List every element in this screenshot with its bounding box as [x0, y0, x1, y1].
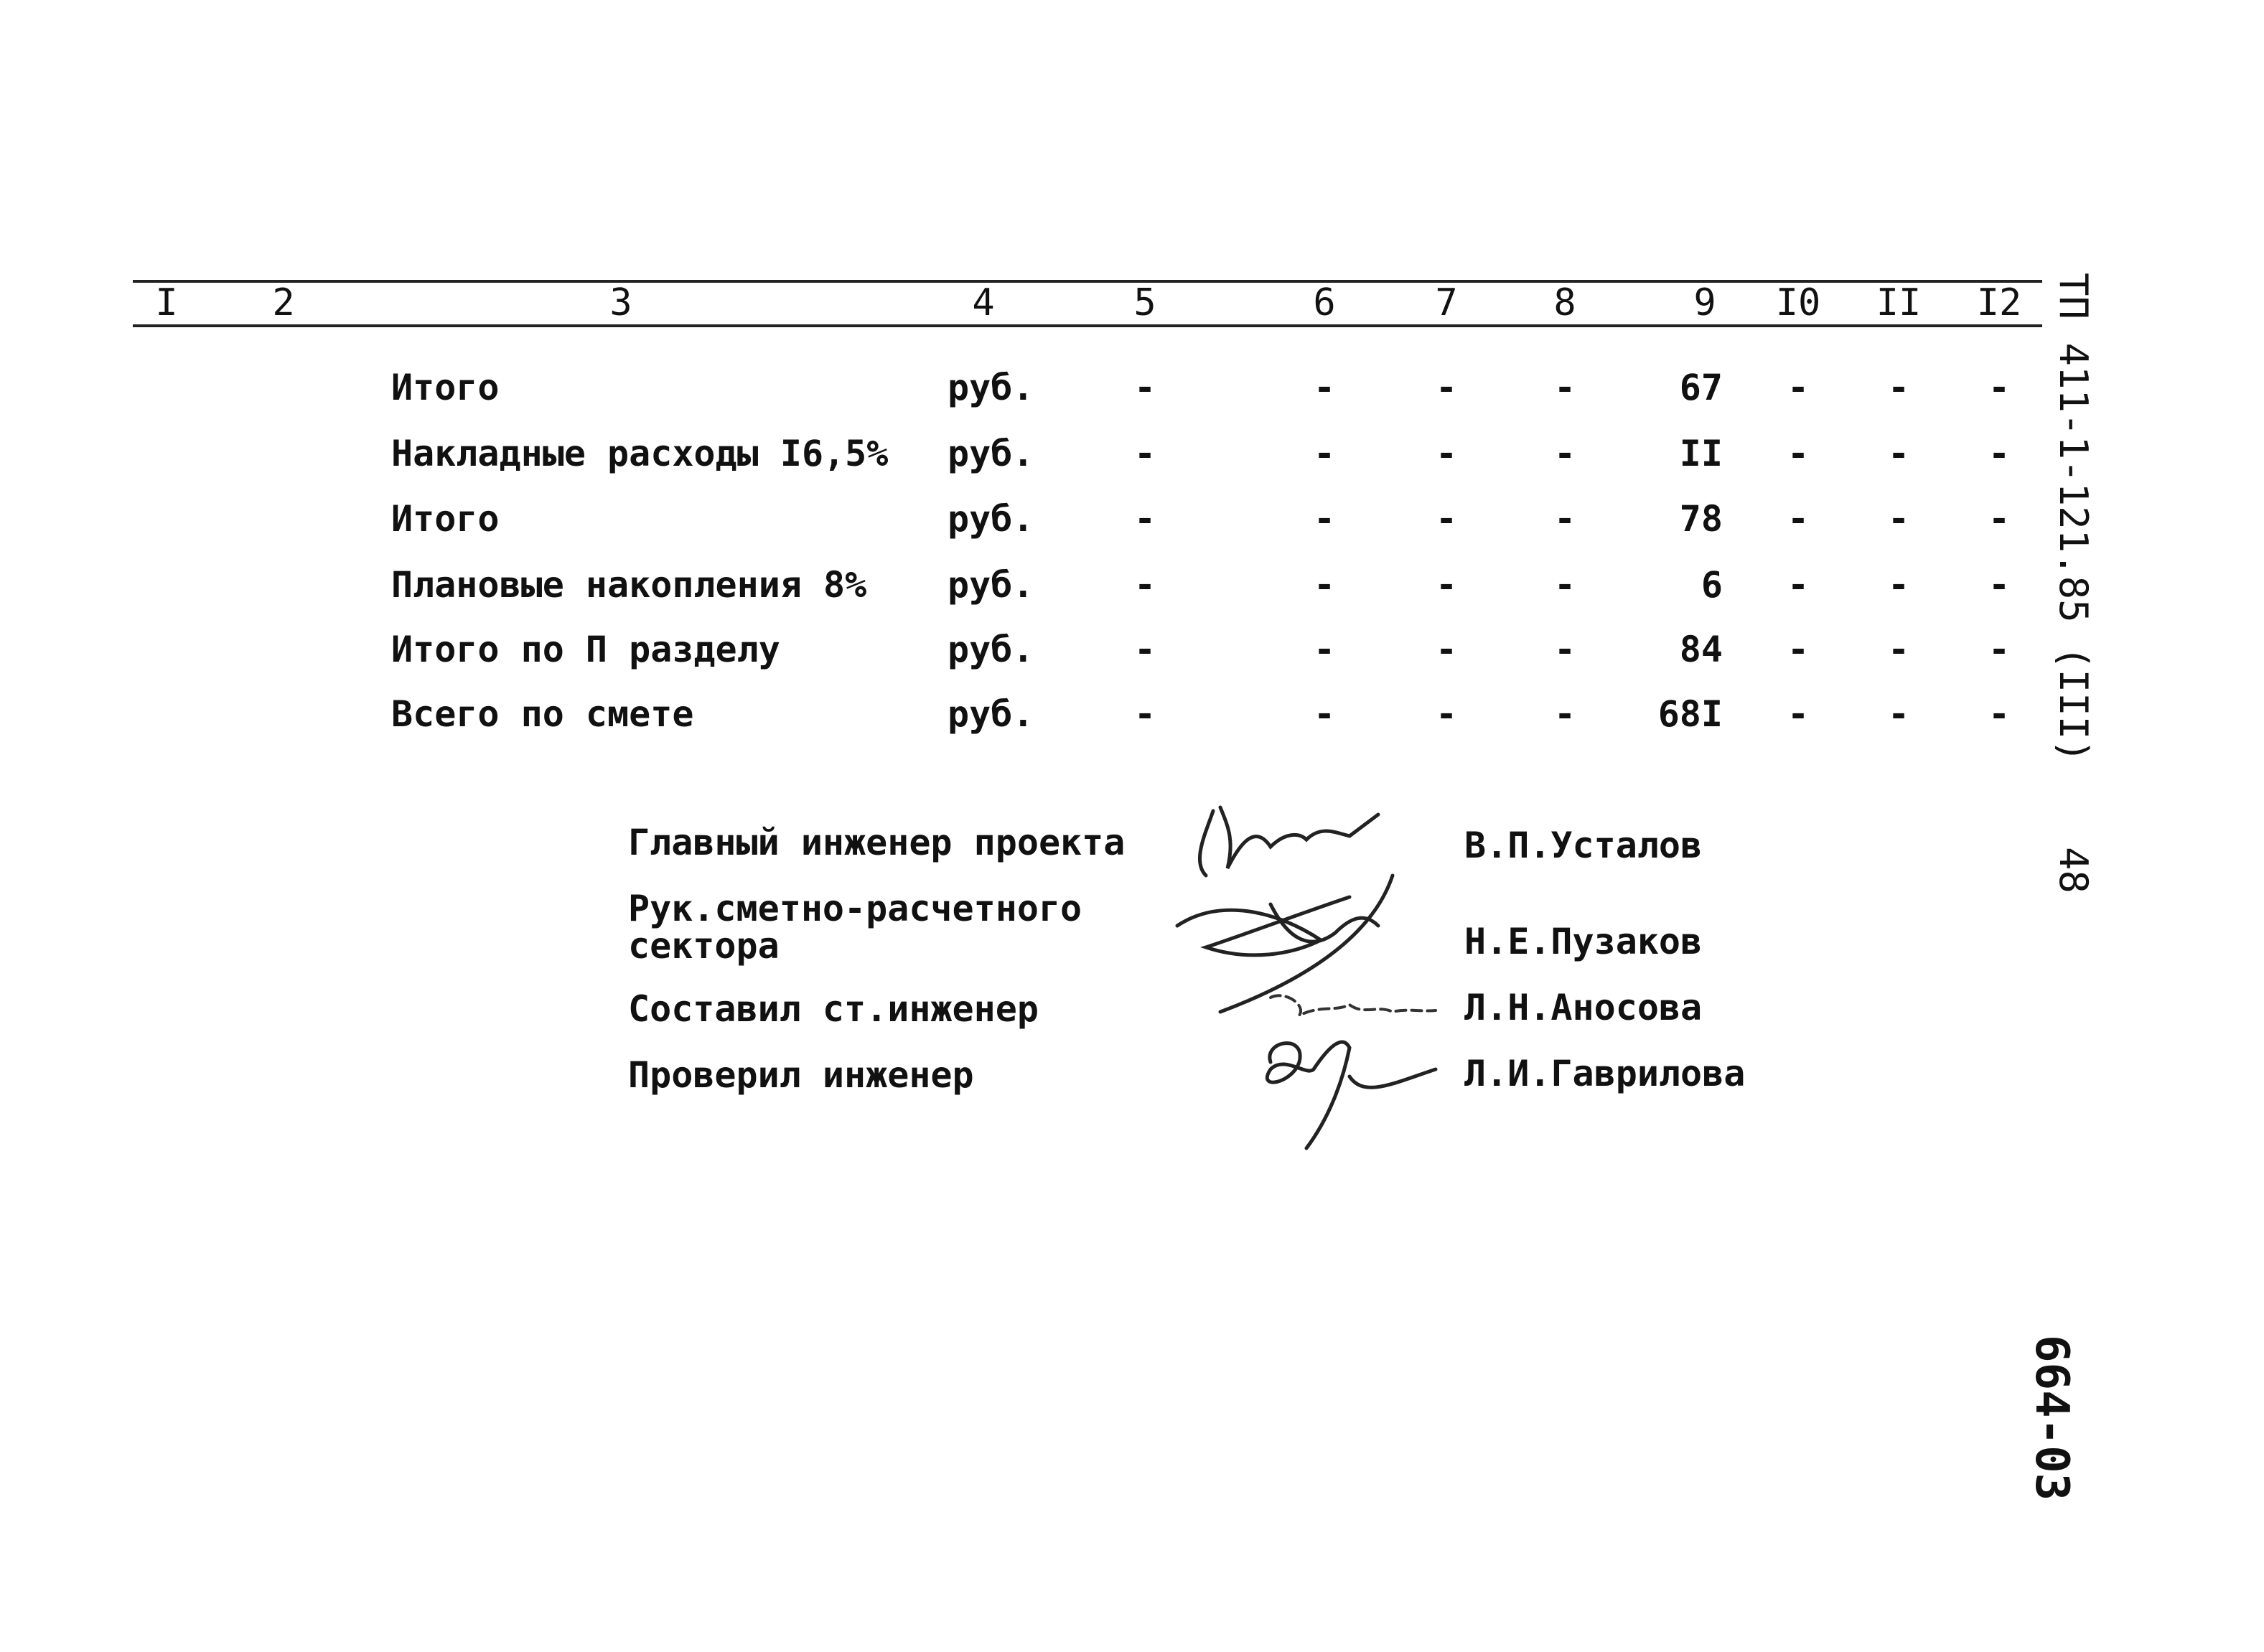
row-col-9: 6 [1701, 564, 1723, 606]
archive-number: 664-03 [2025, 1335, 2078, 1501]
table-header-col-11: II [1876, 281, 1922, 324]
table-row [0, 624, 2264, 675]
table-row [0, 362, 2264, 413]
table-header-col-8: 8 [1553, 281, 1576, 324]
signature-role: Рук.сметно-расчетного сектора [628, 888, 1082, 967]
signature-name: Н.Е.Пузаков [1464, 921, 1703, 962]
table-row [0, 560, 2264, 610]
row-col-12: - [1988, 629, 2011, 670]
table-row [0, 494, 2264, 544]
row-col-8: - [1553, 693, 1576, 735]
row-unit: руб. [948, 498, 1034, 540]
row-col-9: 67 [1679, 367, 1723, 408]
row-col-10: - [1787, 498, 1810, 540]
table-header-col-2: 2 [272, 281, 295, 324]
table-header-col-1: I [155, 281, 178, 324]
row-unit: руб. [948, 564, 1034, 606]
row-col-10: - [1787, 693, 1810, 735]
row-col-10: - [1787, 564, 1810, 606]
row-col-5: - [1133, 498, 1156, 540]
row-col-6: - [1313, 498, 1336, 540]
row-col-12: - [1988, 367, 2011, 408]
row-name: Всего по смете [391, 693, 694, 735]
row-col-11: - [1887, 629, 1910, 670]
row-col-11: - [1887, 433, 1910, 474]
row-col-11: - [1887, 564, 1910, 606]
row-col-6: - [1313, 629, 1336, 670]
row-name: Итого по П разделу [391, 629, 780, 670]
row-col-9: 78 [1679, 498, 1723, 540]
table-header-col-9: 9 [1693, 281, 1716, 324]
signature-role: Главный инженер проекта [628, 822, 1126, 863]
table-row [0, 689, 2264, 739]
row-col-7: - [1435, 693, 1458, 735]
row-col-8: - [1553, 433, 1576, 474]
row-col-7: - [1435, 629, 1458, 670]
row-col-7: - [1435, 433, 1458, 474]
row-col-6: - [1313, 693, 1336, 735]
row-col-10: - [1787, 367, 1810, 408]
table-header-bottom-rule [133, 324, 2042, 327]
row-col-8: - [1553, 629, 1576, 670]
row-col-8: - [1553, 564, 1576, 606]
row-col-8: - [1553, 498, 1576, 540]
row-col-12: - [1988, 564, 2011, 606]
signature-name: Л.Н.Аносова [1464, 987, 1703, 1028]
signature-name: Л.И.Гаврилова [1464, 1053, 1746, 1094]
handwritten-signature [1163, 1019, 1464, 1163]
row-col-11: - [1887, 498, 1910, 540]
row-name: Накладные расходы I6,5% [391, 433, 889, 474]
row-col-5: - [1133, 367, 1156, 408]
row-col-5: - [1133, 564, 1156, 606]
row-col-5: - [1133, 433, 1156, 474]
table-header-col-4: 4 [972, 281, 995, 324]
row-unit: руб. [948, 433, 1034, 474]
row-col-8: - [1553, 367, 1576, 408]
page-number: 48 [2051, 847, 2096, 894]
document-code: ТП 411-1-121.85 (III) [2051, 273, 2096, 763]
row-col-12: - [1988, 498, 2011, 540]
row-col-6: - [1313, 367, 1336, 408]
signature-role: Составил ст.инженер [628, 988, 1039, 1030]
signature-role: Проверил инженер [628, 1054, 974, 1096]
row-name: Плановые накопления 8% [391, 564, 867, 606]
row-col-10: - [1787, 433, 1810, 474]
row-col-9: 84 [1679, 629, 1723, 670]
row-col-7: - [1435, 367, 1458, 408]
row-col-12: - [1988, 693, 2011, 735]
signature-name: В.П.Усталов [1464, 825, 1703, 866]
row-unit: руб. [948, 693, 1034, 735]
row-col-9: II [1679, 433, 1723, 474]
row-col-7: - [1435, 498, 1458, 540]
table-row [0, 428, 2264, 479]
table-header-col-5: 5 [1133, 281, 1156, 324]
row-col-10: - [1787, 629, 1810, 670]
row-col-12: - [1988, 433, 2011, 474]
row-col-11: - [1887, 693, 1910, 735]
row-col-5: - [1133, 693, 1156, 735]
table-header-col-6: 6 [1313, 281, 1336, 324]
row-name: Итого [391, 498, 500, 540]
table-header-col-10: I0 [1775, 281, 1821, 324]
row-col-11: - [1887, 367, 1910, 408]
row-col-5: - [1133, 629, 1156, 670]
row-col-6: - [1313, 564, 1336, 606]
row-name: Итого [391, 367, 500, 408]
table-header-top-rule [133, 280, 2042, 283]
table-header-col-3: 3 [609, 281, 632, 324]
table-header-col-7: 7 [1435, 281, 1458, 324]
row-col-6: - [1313, 433, 1336, 474]
row-unit: руб. [948, 629, 1034, 670]
table-header-col-12: I2 [1976, 281, 2022, 324]
row-unit: руб. [948, 367, 1034, 408]
row-col-9: 68I [1657, 693, 1723, 735]
row-col-7: - [1435, 564, 1458, 606]
